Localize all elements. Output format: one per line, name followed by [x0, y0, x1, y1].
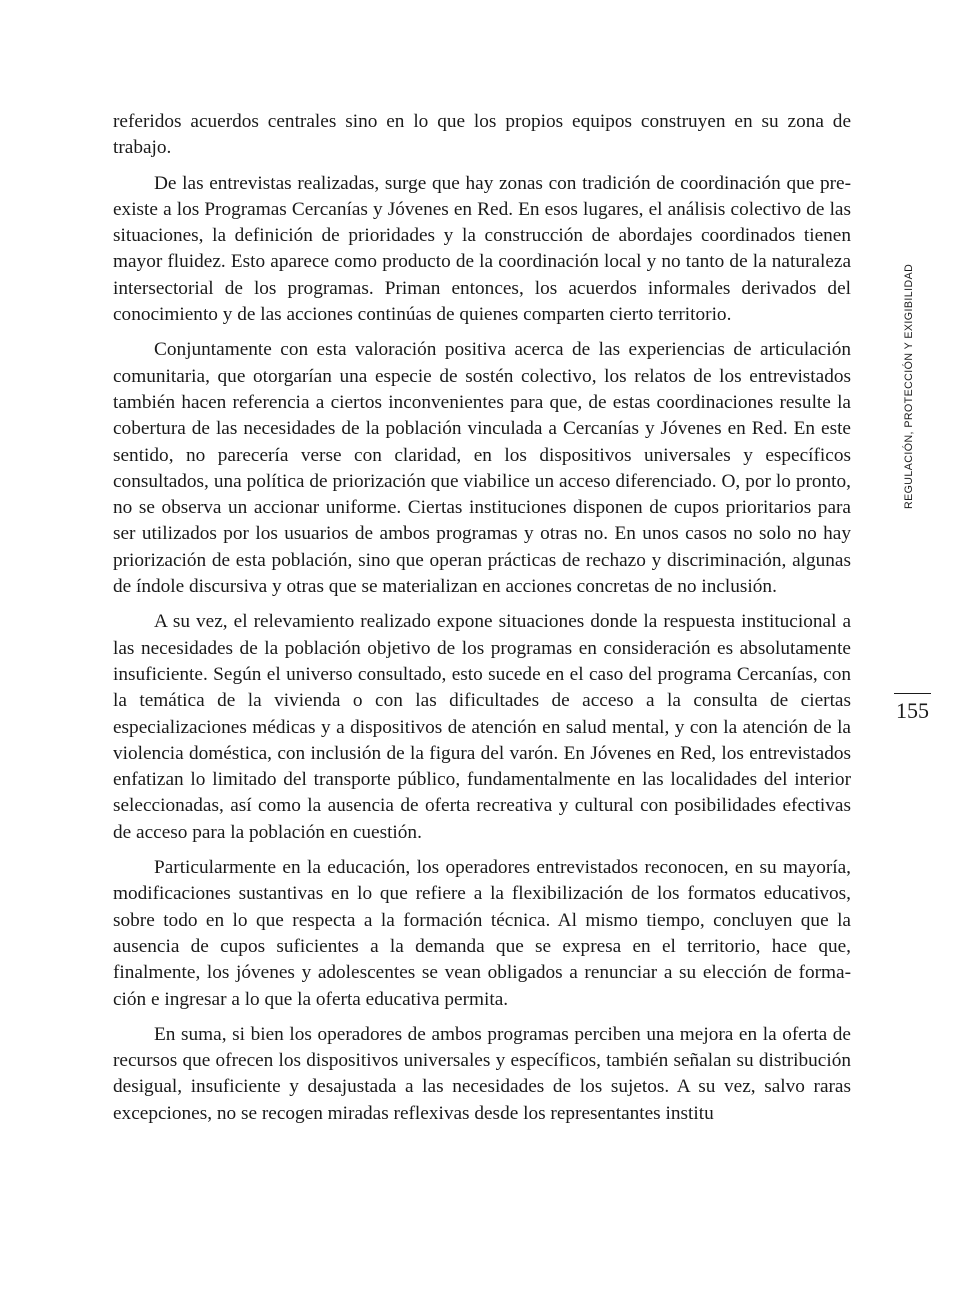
body-paragraph: A su vez, el relevamiento realizado expone situaciones donde la respuesta institucional a las necesidades de la población objetivo de los programas en consideración es absolutamente insuficiente. Según el universo consultado, esto sucede en el caso del programa Cercanías, con la temática de la vivienda o con las dificultades de acceso a la consulta de ciertas especializaciones médicas y a dispositivos de atención en salud mental, y con la atención de la violencia doméstica, con inclusión de la figura del varón. En Jóvenes en Red, los entrevistados enfatizan lo limitado del transporte público, fundamentalmente en las localidades del interior seleccionadas, así como la ausencia de oferta recreativa y cultural con posibilidades efectivas de acceso para la población en cuestión.	[113, 611, 851, 843]
page-number: 155	[896, 698, 929, 723]
body-paragraph: referidos acuerdos centrales sino en lo que los propios equipos construyen en su zona de trabajo.	[113, 111, 851, 159]
body-paragraph: Conjuntamente con esta valoración positiva acerca de las experiencias de articulación comunitaria, que otorgarían una especie de sostén colectivo, los relatos de los entrevistados también hacen referencia a ciertos inconvenientes para que, de estas coordinaciones resulte la cobertura de las necesidades de la población vinculada a Cercanías y Jóvenes en Red. En este sentido, no parecería verse con claridad, en los dispositivos universales y específicos consultados, una política de priorización que viabilice un acceso diferenciado. O, por lo pronto, no se observa un accionar uniforme. Ciertas instituciones disponen de cupos prioritarios para ser utilizados por los usuarios de ambos programas y otras no. En unos casos no solo no hay priorización de esta población, sino que operan prácticas de rechazo y discriminación, algunas de índole discursiva y otras que se materializan en acciones concretas de no inclusión.	[113, 339, 851, 598]
body-paragraph: De las entrevistas realizadas, surge que hay zonas con tradición de coordinación que pre-existe a los Programas Cercanías y Jóvenes en Red. En esos lugares, el análisis colectivo de las situaciones, la definición de prioridades y la construcción de abordajes coordinados tienen mayor fluidez. Esto aparece como producto de la coordinación local y no tanto de la naturaleza intersectorial de los programas. Priman entonces, los acuerdos informales derivados del conocimiento y de las acciones continúas de quienes comparten cierto territorio.	[113, 172, 851, 326]
body-paragraph: Particularmente en la educación, los operadores entrevistados reconocen, en su mayoría, modificaciones sustantivas en lo que refiere a la flexibilización de los formatos educativos, sobre todo en lo que respecta a la formación técnica. Al mismo tiempo, concluyen que la ausencia de cupos suficientes a la demanda que se expresa en el territorio, hace que, finalmente, los jóvenes y adolescentes se vean obligados a renunciar a su elección de formación e ingresar a lo que la oferta educativa permita.	[113, 857, 851, 1010]
running-head: REGULACIÓN, PROTECCIÓN Y EXIGIBILIDAD	[903, 263, 915, 509]
page-number-rule	[894, 693, 931, 694]
page-body	[113, 109, 851, 1136]
body-paragraph: En suma, si bien los operadores de ambos programas perciben una mejora en la oferta de recursos que ofrecen los dispositivos universales y específicos, también señalan su distribución desigual, insuficiente y desajustada a las necesidades de los sujetos. A su vez, salvo raras excepciones, no se recogen miradas reflexivas desde los representantes institu	[113, 1023, 851, 1124]
